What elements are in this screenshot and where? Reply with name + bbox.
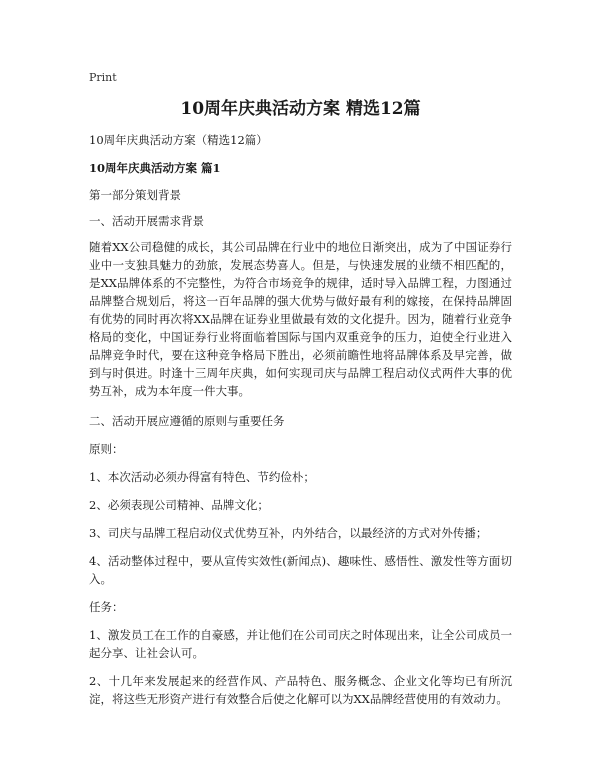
paragraph-principle-2: 2、必须表现公司精神、品牌文化； <box>89 498 269 512</box>
paragraph-principle-3: 3、司庆与品牌工程启动仪式优势互补，内外结合，以最经济的方式对外传播； <box>89 526 488 540</box>
paragraph-section-two-heading: 二、活动开展应遵循的原则与重要任务 <box>89 414 285 428</box>
paragraph-principle-4: 4、活动整体过程中，要从宣传实效性(新闻点)、趣味性、感悟性、激发性等方面切入。 <box>89 554 512 586</box>
paragraph-section-one-heading: 一、活动开展需求背景 <box>89 214 204 228</box>
document-title: 10周年庆典活动方案 精选12篇 <box>180 99 421 119</box>
paragraph-background-body: 随着XX公司稳健的成长，其公司品牌在行业中的地位日渐突出，成为了中国证券行业中一支独具魅力的劲旅，发展态势喜人。但是，与快速发展的业绩不相匹配的，是XX品牌体系的不完整性，为符合市场竞争的规律，适时导入品牌工程，力图通过品牌整合规划后，将这一百年品牌的强大优势与做好最有利的嫁接，在保持品牌固有优势的同时再次将XX品牌在证券业里做最有效的文化提升。因为，随着行业竞争格局的变化，中国证券行业将面临着国际与国内双重竞争的压力，迫使全行业进入品牌竞争时代，要在这种竞争格局下胜出，必须前瞻性地将品牌体系及早完善，做到与时俱进。时逢十三周年庆典，如何实现司庆与品牌工程启动仪式两件大事的优势互补，成为本年度一件大事。 <box>89 240 512 398</box>
paragraph-tasks-label: 任务： <box>89 600 124 614</box>
section-heading: 10周年庆典活动方案 篇1 <box>89 161 221 175</box>
document-subtitle: 10周年庆典活动方案（精选12篇） <box>89 133 268 147</box>
paragraph-part-one-heading: 第一部分策划背景 <box>89 188 181 202</box>
paragraph-task-2: 2、十几年来发展起来的经营作风、产品特色、服务概念、企业文化等均已有所沉淀，将这些无形资产进行有效整合后使之化解可以为XX品牌经营使用的有效动力。 <box>89 674 512 706</box>
paragraph-principle-1: 1、本次活动必须办得富有特色、节约俭朴； <box>89 470 315 484</box>
paragraph-principles-label: 原则： <box>89 442 124 456</box>
print-label[interactable]: Print <box>89 71 117 84</box>
paragraph-task-1: 1、激发员工在工作的自豪感，并让他们在公司司庆之时体现出来，让全公司成员一起分享、让社会认可。 <box>89 628 512 660</box>
